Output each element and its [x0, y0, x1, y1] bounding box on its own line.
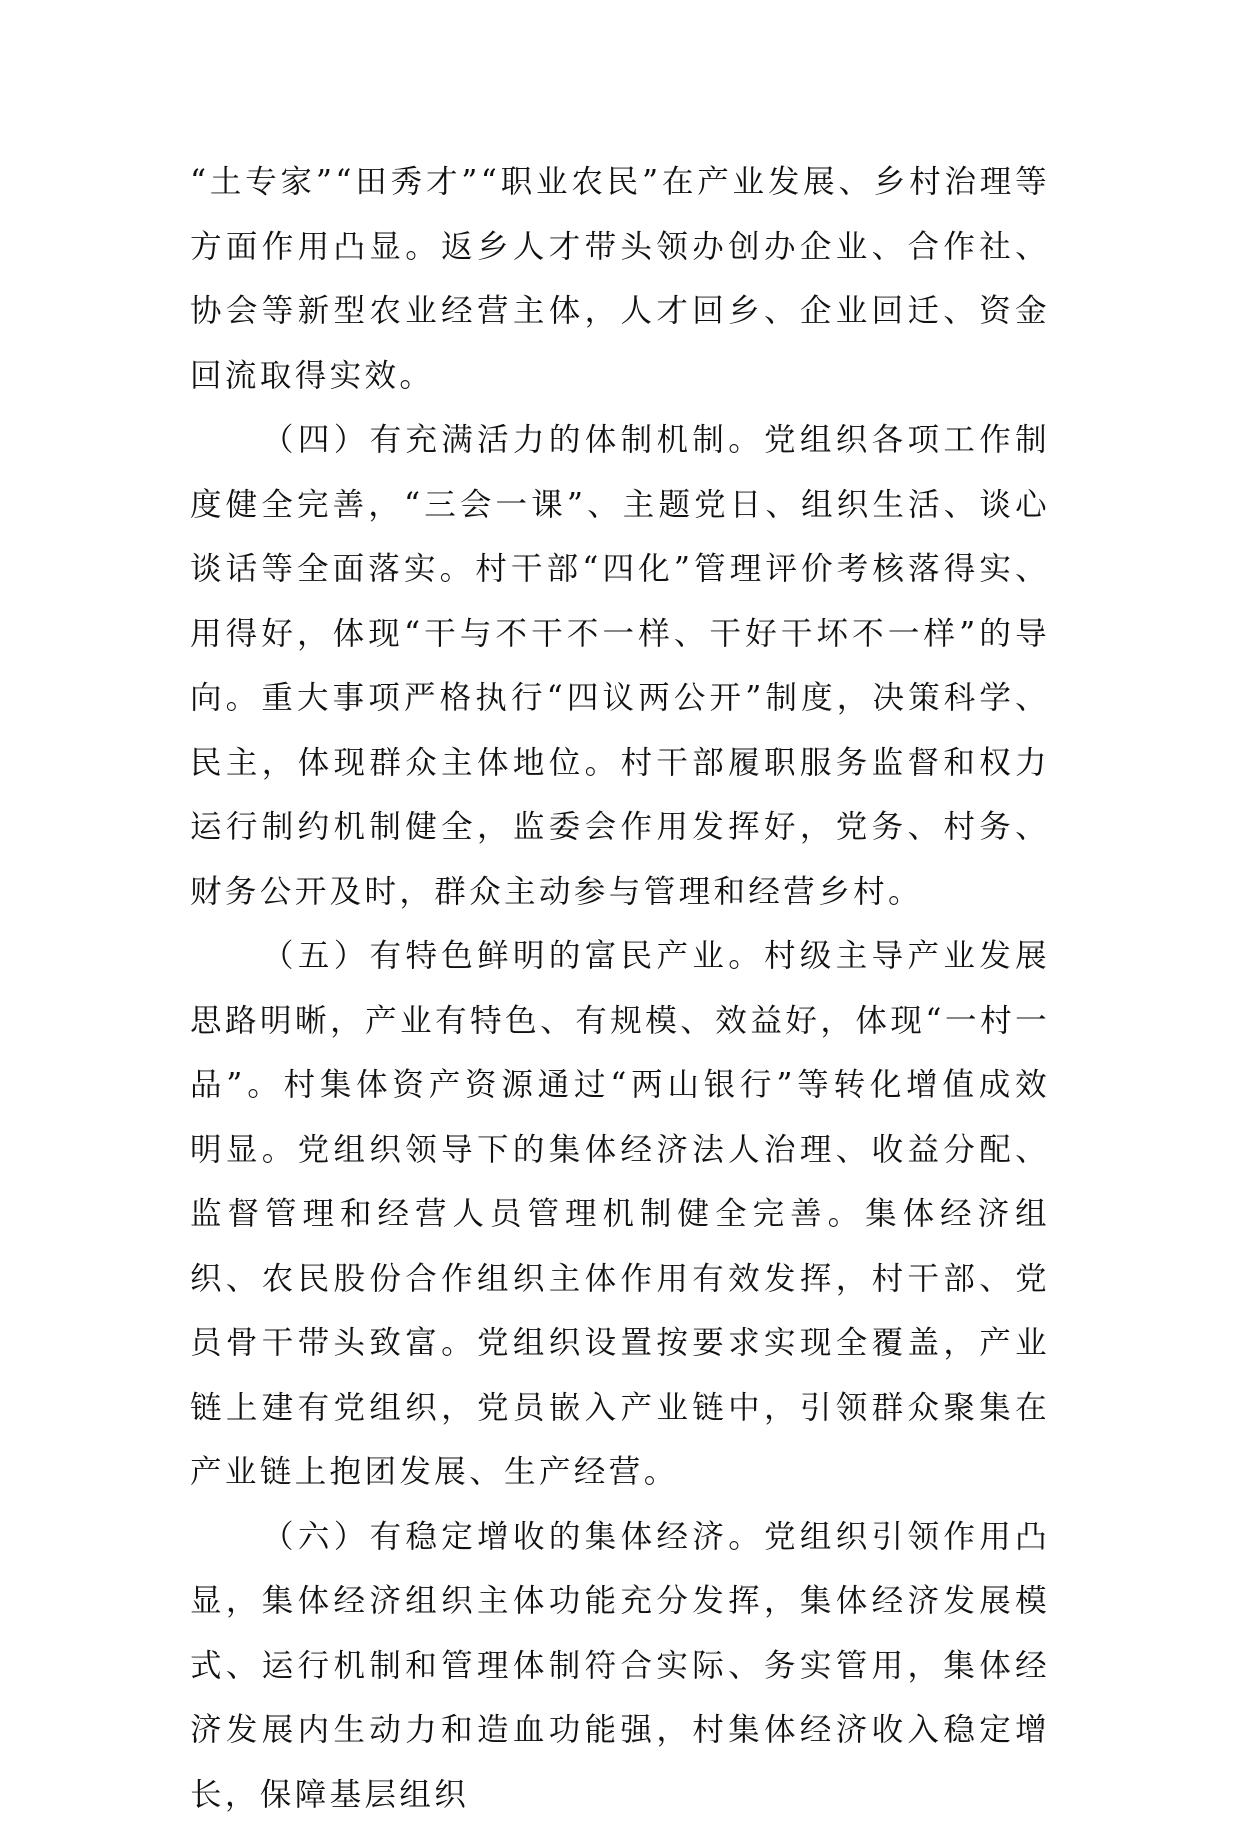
- paragraph-section-5-industry: （五）有特色鲜明的富民产业。村级主导产业发展思路明晰，产业有特色、有规模、效益好，体现“一村一品”。村集体资产资源通过“两山银行”等转化增值成效明显。党组织领导下的集体经济法人治理、收益分配、监督管理和经营人员管理机制健全完善。集体经济组织、农民股份合作组织主体作用有效发挥，村干部、党员骨干带头致富。党组织设置按要求实现全覆盖，产业链上建有党组织，党员嵌入产业链中，引领群众聚集在产业链上抱团发展、生产经营。: [190, 924, 1050, 1505]
- document-page: [190, 150, 1050, 1827]
- paragraph-section-4-mechanism: （四）有充满活力的体制机制。党组织各项工作制度健全完善，“三会一课”、主题党日、组织生活、谈心谈话等全面落实。村干部“四化”管理评价考核落得实、用得好，体现“干与不干不一样、干好干坏不一样”的导向。重大事项严格执行“四议两公开”制度，决策科学、民主，体现群众主体地位。村干部履职服务监督和权力运行制约机制健全，监委会作用发挥好，党务、村务、财务公开及时，群众主动参与管理和经营乡村。: [190, 408, 1050, 924]
- paragraph-section-6-collective-economy: （六）有稳定增收的集体经济。党组织引领作用凸显，集体经济组织主体功能充分发挥，集体经济发展模式、运行机制和管理体制符合实际、务实管用，集体经济发展内生动力和造血功能强，村集体经济收入稳定增长，保障基层组织: [190, 1505, 1050, 1827]
- paragraph-talent-continued: “土专家”“田秀才”“职业农民”在产业发展、乡村治理等方面作用凸显。返乡人才带头领办创办企业、合作社、协会等新型农业经营主体，人才回乡、企业回迁、资金回流取得实效。: [190, 150, 1050, 408]
